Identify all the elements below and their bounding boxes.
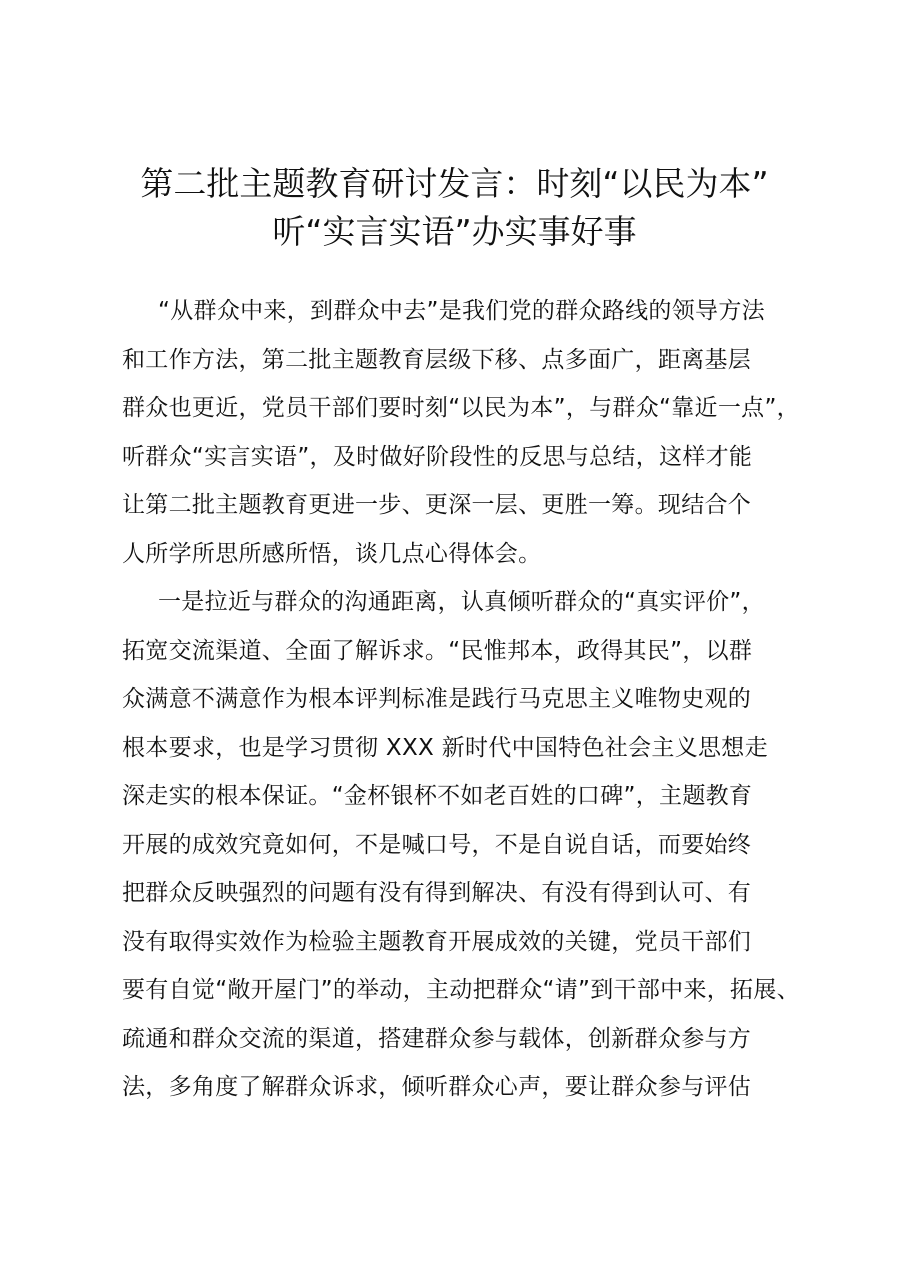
paragraph-line: 拓宽交流渠道、全面了解诉求。“民惟邦本，政得其民”，以群 bbox=[122, 637, 753, 664]
paragraph-line: 法，多角度了解群众诉求，倾听群众心声，要让群众参与评估 bbox=[122, 1074, 752, 1100]
paragraph-line: 要有自觉“敞开屋门”的举动，主动把群众“请”到干部中来，拓展、 bbox=[122, 977, 800, 1003]
paragraph-line: 开展的成效究竟如何，不是喊口号，不是自说自话，而要始终 bbox=[122, 831, 752, 858]
paragraph bbox=[122, 287, 812, 578]
document-body bbox=[122, 287, 812, 1112]
paragraph-line: 疏通和群众交流的渠道，搭建群众参与载体，创新群众参与方 bbox=[122, 1025, 752, 1052]
paragraph-line: 没有取得实效作为检验主题教育开展成效的关键，党员干部们 bbox=[122, 928, 752, 955]
paragraph-line: 众满意不满意作为根本评判标准是践行马克思主义唯物史观的 bbox=[122, 686, 752, 712]
paragraph-line: 深走实的根本保证。“金杯银杯不如老百姓的口碑”，主题教育 bbox=[122, 783, 753, 809]
paragraph-line: 和工作方法，第二批主题教育层级下移、点多面广，距离基层 bbox=[122, 346, 752, 373]
paragraph-line: 群众也更近，党员干部们要时刻“以民为本”，与群众“靠近一点”， bbox=[122, 395, 800, 421]
paragraph-line: 根本要求，也是学习贯彻 XXX 新时代中国特色社会主义思想走 bbox=[122, 734, 768, 761]
paragraph bbox=[122, 578, 812, 1112]
paragraph-line: 让第二批主题教育更进一步、更深一层、更胜一筹。现结合个 bbox=[122, 492, 752, 518]
title-line: 第二批主题教育研讨发言：时刻“以民为本” bbox=[140, 164, 769, 203]
paragraph-line: 人所学所思所感所悟，谈几点心得体会。 bbox=[122, 540, 542, 567]
paragraph-line: “从群众中来，到群众中去”是我们党的群众路线的领导方法 bbox=[158, 298, 765, 324]
title-line: 听“实言实语”办实事好事 bbox=[272, 212, 637, 251]
paragraph-line: 把群众反映强烈的问题有没有得到解决、有没有得到认可、有 bbox=[122, 880, 752, 906]
paragraph-line: 一是拉近与群众的沟通距离，认真倾听群众的“真实评价”， bbox=[158, 589, 765, 615]
document-title bbox=[80, 160, 829, 256]
paragraph-line: 听群众“实言实语”，及时做好阶段性的反思与总结，这样才能 bbox=[122, 443, 753, 470]
